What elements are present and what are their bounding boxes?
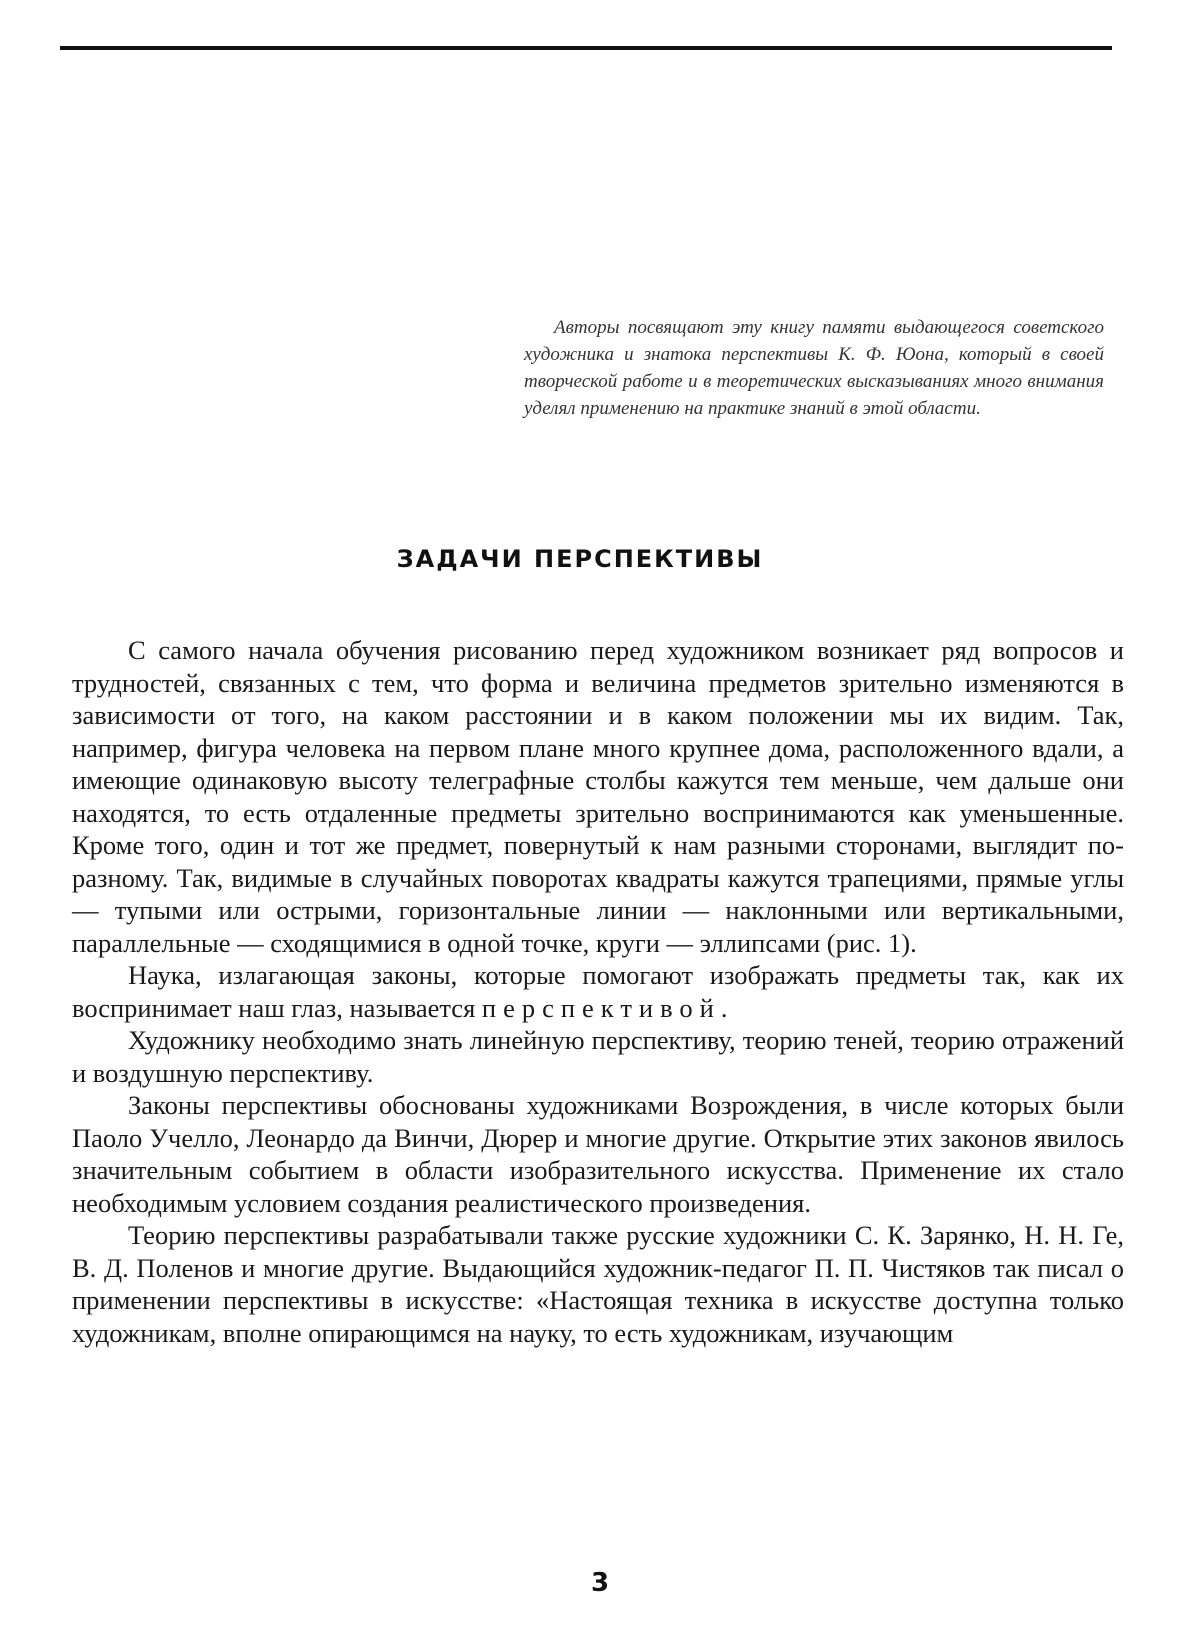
paragraph-2-lead: Наука, излагающая законы, которые помогают изображать предметы так, как их воспринимает наш глаз, называется bbox=[72, 960, 1124, 1023]
term-perspective: перспективой bbox=[482, 993, 721, 1023]
page-number: 3 bbox=[0, 1568, 1200, 1598]
body-text bbox=[72, 634, 1124, 1349]
paragraph-4: Законы перспективы обоснованы художниками Возрождения, в числе которых были Паоло Учелло, Леонардо да Винчи, Дюрер и многие другие. Открытие этих законов явилось значительным событием в области изобразительного искусства. Применение их стало необходимым условием создания реалистического произведения. bbox=[72, 1089, 1124, 1219]
top-rule bbox=[60, 46, 1112, 50]
chapter-title: ЗАДАЧИ ПЕРСПЕКТИВЫ bbox=[0, 545, 1160, 573]
paragraph-1: С самого начала обучения рисованию перед художником возникает ряд вопросов и трудностей, связанных с тем, что форма и величина предметов зрительно изменяются в зависимости от того, на каком расстоянии и в каком положении мы их видим. Так, например, фигура человека на первом плане много крупнее дома, расположенного вдали, а имеющие одинаковую высоту телеграфные столбы кажутся тем меньше, чем дальше они находятся, то есть отдаленные предметы зрительно воспринимаются как уменьшенные. Кроме того, один и тот же предмет, повернутый к нам разными сторонами, выглядит по-разному. Так, видимые в случайных поворотах квадраты кажутся трапециями, прямые углы — тупыми или острыми, горизонтальные линии — наклонными или вертикальными, параллельные — сходящимися в одной точке, круги — эллипсами (рис. 1). bbox=[72, 634, 1124, 959]
paragraph-2-end: . bbox=[721, 993, 728, 1023]
paragraph-5: Теорию перспективы разрабатывали также русские художники С. К. Зарянко, Н. Н. Ге, В. Д. Поленов и многие другие. Выдающийся художник-педагог П. П. Чистяков так писал о применении перспективы в искусстве: «Настоящая техника в искусстве доступна только художникам, вполне опирающимся на науку, то есть художникам, изучающим bbox=[72, 1219, 1124, 1349]
dedication: Авторы посвящают эту книгу памяти выдающегося советского художника и знатока перспективы К. Ф. Юона, который в своей творческой работе и в теоретических высказываниях много внимания уделял применению на практике знаний в этой области. bbox=[524, 314, 1104, 422]
paragraph-3: Художнику необходимо знать линейную перспективу, теорию теней, теорию отражений и воздушную перспективу. bbox=[72, 1024, 1124, 1089]
paragraph-2 bbox=[72, 959, 1124, 1024]
